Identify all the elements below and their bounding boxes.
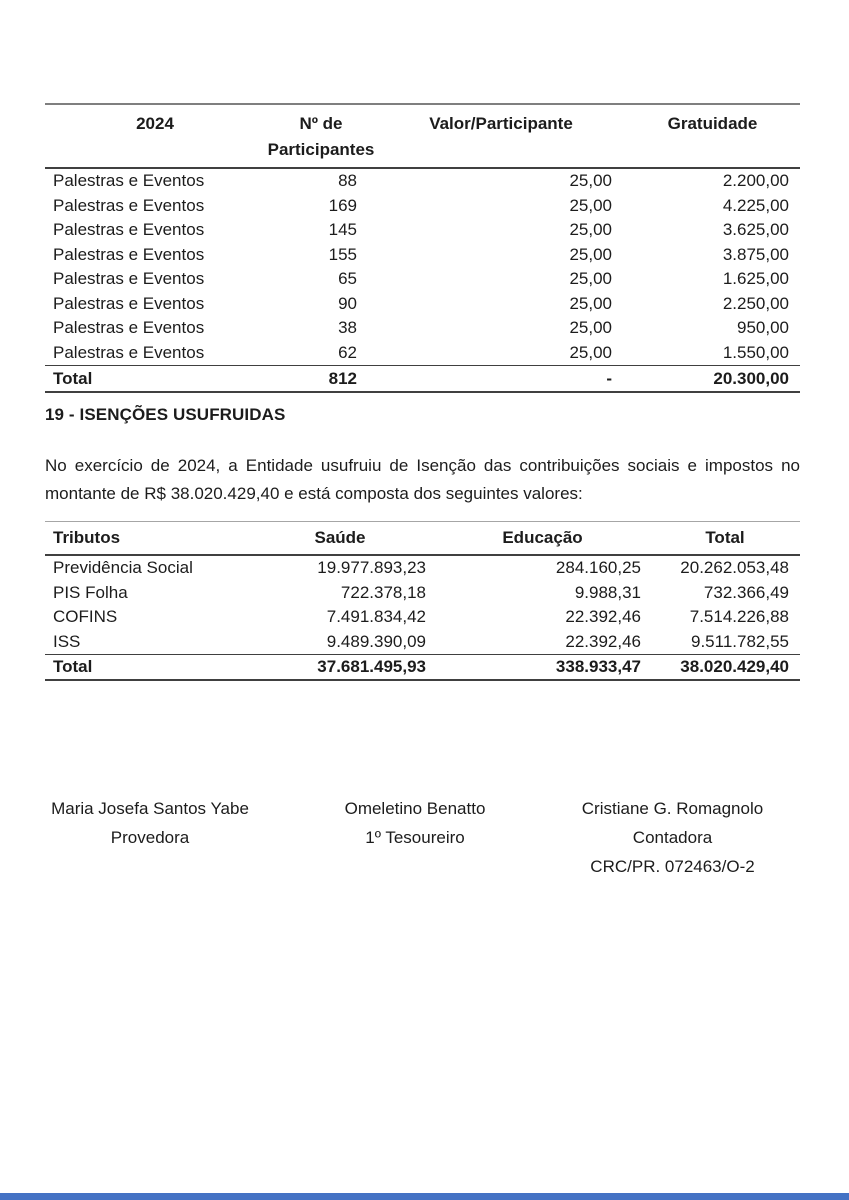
cell-saude: 722.378,18 xyxy=(340,582,426,602)
section-heading: 19 - ISENÇÕES USUFRUIDAS xyxy=(45,405,286,424)
cell-activity: Palestras e Eventos xyxy=(53,342,205,362)
cell-educacao: 284.160,25 xyxy=(555,558,641,577)
gratuities-table-row xyxy=(45,168,800,194)
cell-saude: 19.977.893,23 xyxy=(317,558,426,577)
exemptions-table-row xyxy=(45,581,800,606)
signature-block-contadora xyxy=(555,794,790,881)
cell-gratuity: 3.625,00 xyxy=(722,220,789,239)
cell-value-per-participant: 25,00 xyxy=(569,269,612,288)
cell-value-per-participant: 25,00 xyxy=(569,318,612,337)
total-educacao: 338.933,47 xyxy=(435,655,650,681)
gratuities-table-row xyxy=(45,267,800,292)
cell-participants: 145 xyxy=(328,220,357,239)
signatory-role: 1º Tesoureiro xyxy=(365,828,465,847)
signatory-name: Cristiane G. Romagnolo xyxy=(581,799,764,818)
cell-total: 9.511.782,55 xyxy=(691,631,789,651)
exemptions-table xyxy=(45,521,800,681)
cell-educacao: 22.392,46 xyxy=(565,631,641,651)
gratuities-table-row xyxy=(45,243,800,268)
cell-gratuity: 3.875,00 xyxy=(722,244,789,264)
cell-participants: 169 xyxy=(328,195,357,215)
cell-tribute: Previdência Social xyxy=(53,558,193,577)
gratuities-table-row xyxy=(45,194,800,219)
gratuities-table xyxy=(45,103,800,393)
header-value-per-participant: Valor/Participante xyxy=(377,104,625,168)
total-tribute-label: Total xyxy=(45,655,245,681)
cell-tribute: ISS xyxy=(53,631,81,651)
cell-participants: 62 xyxy=(338,342,357,362)
cell-saude: 9.489.390,09 xyxy=(326,631,426,651)
cell-gratuity: 4.225,00 xyxy=(722,195,789,215)
signatory-name: Maria Josefa Santos Yabe xyxy=(51,799,249,818)
total-saude: 37.681.495,93 xyxy=(245,655,435,681)
cell-value-per-participant: 25,00 xyxy=(569,342,612,362)
header-participants-line2: Participantes xyxy=(267,140,375,159)
cell-total: 7.514.226,88 xyxy=(689,607,789,626)
cell-total: 20.262.053,48 xyxy=(680,558,789,577)
exemptions-table-row xyxy=(45,605,800,630)
cell-participants: 90 xyxy=(338,293,357,313)
cell-value-per-participant: 25,00 xyxy=(569,293,612,313)
cell-activity: Palestras e Eventos xyxy=(53,220,205,239)
cell-value-per-participant: 25,00 xyxy=(569,195,612,215)
total-gratuity: 20.300,00 xyxy=(625,366,800,393)
header-year: 2024 xyxy=(45,104,265,168)
exemptions-table-header-row xyxy=(45,522,800,556)
signature-block-tesoureiro xyxy=(305,794,525,852)
gratuities-total-row xyxy=(45,366,800,393)
signatory-role: Contadora xyxy=(632,828,713,847)
cell-tribute: COFINS xyxy=(53,607,118,626)
total-participants: 812 xyxy=(265,366,377,393)
header-total: Total xyxy=(650,522,800,556)
cell-gratuity: 950,00 xyxy=(737,318,789,337)
exemptions-table-row xyxy=(45,555,800,581)
cell-activity: Palestras e Eventos xyxy=(53,318,205,337)
header-participants-line1: Nº de xyxy=(299,114,343,133)
cell-participants: 65 xyxy=(338,269,357,288)
cell-educacao: 9.988,31 xyxy=(574,582,641,602)
header-participants xyxy=(265,104,377,168)
signatory-name: Omeletino Benatto xyxy=(344,799,486,818)
cell-gratuity: 1.550,00 xyxy=(722,342,789,362)
header-gratuity: Gratuidade xyxy=(625,104,800,168)
exemptions-table-row xyxy=(45,630,800,655)
cell-activity: Palestras e Eventos xyxy=(53,171,205,190)
exemptions-total-row xyxy=(45,655,800,681)
cell-activity: Palestras e Eventos xyxy=(53,195,205,215)
signature-block-provedora xyxy=(25,794,275,852)
total-value-per-participant: - xyxy=(377,366,625,393)
cell-activity: Palestras e Eventos xyxy=(53,293,205,313)
gratuities-table-row xyxy=(45,218,800,243)
cell-activity: Palestras e Eventos xyxy=(53,269,205,288)
cell-gratuity: 2.200,00 xyxy=(722,171,789,190)
cell-saude: 7.491.834,42 xyxy=(326,607,426,626)
gratuities-table-row xyxy=(45,341,800,366)
cell-participants: 88 xyxy=(338,171,357,190)
total-label: Total xyxy=(45,366,265,393)
header-tributos: Tributos xyxy=(45,522,245,556)
total-total: 38.020.429,40 xyxy=(650,655,800,681)
cell-educacao: 22.392,46 xyxy=(565,607,641,626)
cell-gratuity: 1.625,00 xyxy=(722,269,789,288)
footer-accent-bar xyxy=(0,1193,849,1200)
header-saude: Saúde xyxy=(245,522,435,556)
cell-gratuity: 2.250,00 xyxy=(722,293,789,313)
cell-value-per-participant: 25,00 xyxy=(569,244,612,264)
gratuities-table-header-row xyxy=(45,104,800,168)
cell-activity: Palestras e Eventos xyxy=(53,244,205,264)
cell-value-per-participant: 25,00 xyxy=(569,220,612,239)
gratuities-table-row xyxy=(45,292,800,317)
cell-participants: 38 xyxy=(338,318,357,337)
cell-total: 732.366,49 xyxy=(703,582,789,602)
cell-value-per-participant: 25,00 xyxy=(569,171,612,190)
signatory-role: Provedora xyxy=(110,828,190,847)
cell-tribute: PIS Folha xyxy=(53,582,128,602)
signatory-crc: CRC/PR. 072463/O-2 xyxy=(590,857,755,876)
section-paragraph: No exercício de 2024, a Entidade usufruiu de Isenção das contribuições sociais e impostos no montante de R$ 38.020.429,40 e está composta dos seguintes valores: xyxy=(45,456,800,503)
gratuities-table-row xyxy=(45,316,800,341)
cell-participants: 155 xyxy=(328,244,357,264)
header-educacao: Educação xyxy=(435,522,650,556)
